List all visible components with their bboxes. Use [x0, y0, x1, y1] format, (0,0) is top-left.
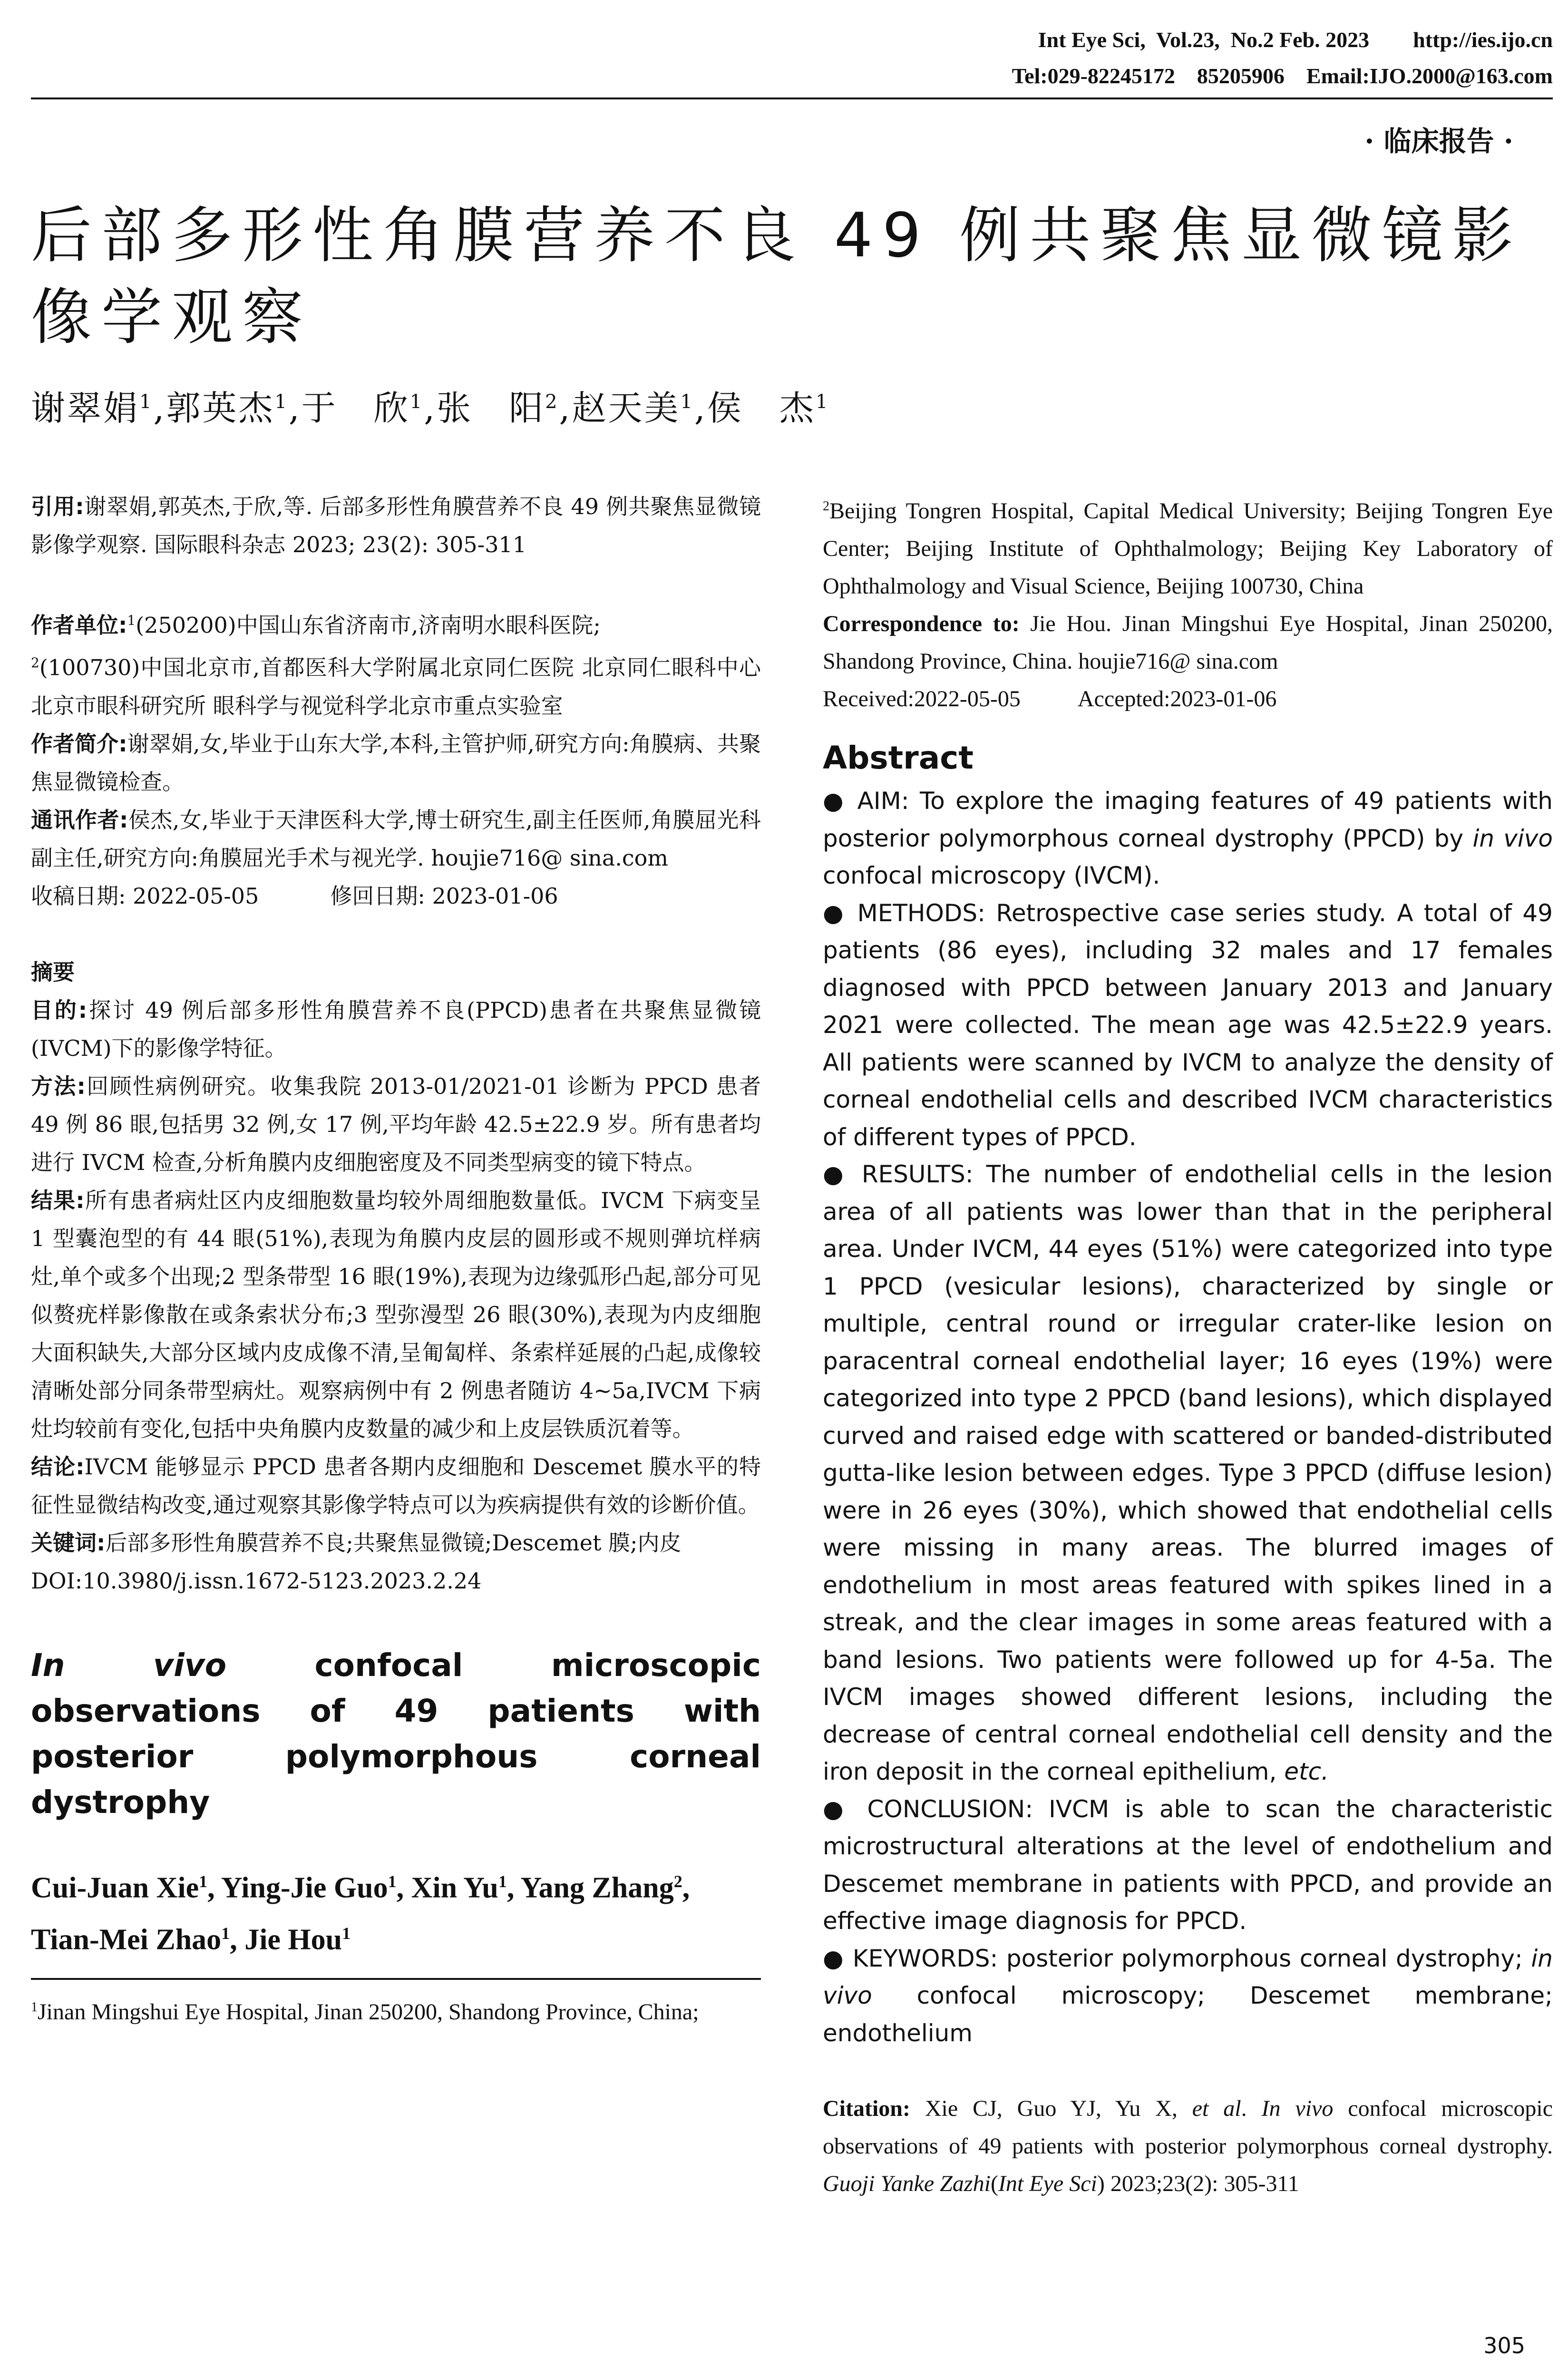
journal-issue: Int Eye Sci, Vol.23, No.2 Feb. 2023	[1038, 28, 1370, 52]
title-en	[31, 1643, 761, 1825]
left-column	[31, 487, 761, 2031]
aim-italic: in vivo	[1472, 824, 1553, 852]
affiliations-zh-label: 作者单位:	[31, 612, 127, 638]
author-aff-sup: 1	[221, 1924, 230, 1943]
results-en-italic: etc.	[1284, 1758, 1329, 1785]
author-aff-sup: 1	[342, 1924, 351, 1943]
citation-en-invivo: In vivo	[1261, 2096, 1334, 2121]
affiliation-2-en	[823, 487, 1553, 605]
author-aff-sup: 1	[680, 391, 694, 413]
dates-en	[823, 680, 1553, 718]
authors-zh: 谢翠娟$^1$,郭英杰$^1$,于 欣$^1$,张 阳$^2$,赵天美$^1$,侯 杰$^1$	[31, 388, 830, 428]
author-zh: 张 阳	[437, 388, 545, 428]
author-aff-sup: 1	[815, 391, 830, 413]
footnote-rule	[31, 1978, 761, 1980]
abstract-en-conclusion	[823, 1791, 1553, 1940]
aim-text: To explore the imaging features of 49 patients with posterior polymorphous corneal dystrophy (PPCD) by	[823, 787, 1553, 852]
keywords-en-text: posterior polymorphous corneal dystrophy;	[998, 1944, 1531, 1972]
journal-website: http://ies.ijo.cn	[1413, 28, 1553, 52]
corr-zh-label: 通讯作者:	[31, 807, 128, 833]
citation-en-part: .	[1241, 2096, 1262, 2121]
journal-tel: Tel:029-82245172 85205906	[1012, 64, 1285, 88]
correspondence-text: Jie Hou. Jinan Mingshui Eye Hospital, Jinan 250200, Shandong Province, China. houjie716@ sina.com	[823, 611, 1553, 674]
results-en-label: ● RESULTS:	[823, 1160, 974, 1188]
citation-en-part: confocal microscopic observations of 49 patients with posterior polymorphous corneal dystrophy.	[823, 2096, 1553, 2159]
author-aff-sup: 1	[409, 391, 424, 413]
author-en: Tian-Mei Zhao	[31, 1923, 222, 1956]
corr-zh	[31, 801, 761, 877]
received-date-en: Received:2022-05-05	[823, 686, 1021, 711]
title-en-rest: confocal microscopic observations of 49 patients with posterior polymorphous corneal dystrophy	[31, 1646, 761, 1821]
title-en-italic: In vivo	[31, 1646, 227, 1684]
abstract-en-keywords	[823, 1940, 1553, 2052]
title-zh: 后部多形性角膜营养不良 49 例共聚焦显微镜影像学观察	[31, 200, 1523, 353]
author-aff-sup: 1	[388, 1871, 397, 1891]
keywords-label: 关键词:	[31, 1529, 106, 1556]
aff-sup: 2	[823, 499, 829, 514]
citation-en-journal: Guoji Yanke Zazhi	[823, 2171, 991, 2196]
keywords-en-text-end: confocal microscopy; Descemet membrane; endothelium	[823, 1982, 1553, 2047]
abstract-zh-conclusion	[31, 1448, 761, 1524]
bio-zh-label: 作者简介:	[31, 731, 127, 757]
author-zh: 谢翠娟	[31, 388, 140, 428]
abstract-en	[823, 737, 1553, 2052]
author-en: Jie Hou	[244, 1923, 342, 1956]
abstract-zh-objective	[31, 991, 761, 1067]
author-aff-sup: 1	[199, 1871, 208, 1891]
citation-en-part: ) 2023;23(2): 305-311	[1097, 2171, 1299, 2196]
bio-zh	[31, 725, 761, 801]
conclusion-en-text: IVCM is able to scan the characteristic microstructural alterations at the level of endothelium and Descemet membrane in patients with PPCD, and provide an effective image diagnosis for PPCD.	[823, 1795, 1553, 1935]
results-en-text: The number of endothelial cells in the lesion area of all patients was lower than that in the peripheral area. Under IVCM, 44 eyes (51%) were categorized into type 1 PPCD (vesicular lesions), characterized by single or multiple, central round or irregular crater-like lesion on paracentral corneal endothelial layer; 16 eyes (19%) were categorized into type 2 PPCD (band lesions), which displayed curved and raised edge with scattered or banded-distributed gutta-like lesion between edges. Type 3 PPCD (diffuse lesion) were in 26 eyes (30%), which showed that endothelial cells were missing in many areas. The blurred images of endothelium in most areas featured with spikes lined in a streak, and the clear images in some areas featured with a band lesions. Two patients were followed up for 4-5a. The IVCM images showed different lesions, including the decrease of central corneal endothelial cell density and the iron deposit in the corneal epithelium,	[823, 1160, 1553, 1785]
revised-date-zh: 修回日期: 2023-01-06	[330, 883, 558, 909]
conclusion-text: IVCM 能够显示 PPCD 患者各期内皮细胞和 Descemet 膜水平的特征性显微结构改变,通过观察其影像学特点可以为疾病提供有效的诊断价值。	[31, 1453, 761, 1518]
abstract-en-heading: Abstract	[823, 740, 974, 776]
results-text: 所有患者病灶区内皮细胞数量均较外周细胞数量低。IVCM 下病变呈 1 型囊泡型的有 44 眼(51%),表现为角膜内皮层的圆形或不规则弹坑样病灶,单个或多个出现;2 型条带型 16 眼(19%),表现为边缘弧形凸起,部分可见似赘疣样影像散在或条索状分布;3 型弥漫型 26 眼(30%),表现为内皮细胞大面积缺失,大部分区域内皮成像不清,呈匍匐样、条索样延展的凸起,成像较清晰处部分同条带型病灶。观察病例中有 2 例患者随访 4~5a,IVCM 下病灶均较前有变化,包括中央角膜内皮数量的减少和上皮层铁质沉着等。	[31, 1187, 761, 1442]
abstract-en-methods	[823, 895, 1553, 1156]
aff-sup: 1	[31, 1999, 38, 2015]
authors-en: Cui-Juan Xie$^1$, Ying-Jie Guo$^1$, Xin Yu$^1$, Yang Zhang$^2$, Tian-Mei Zhao$^1$, Jie Hou$^1$	[31, 1871, 690, 1956]
header-row-1	[1038, 27, 1553, 52]
citation-en-part: (	[990, 2171, 998, 2196]
abstract-zh-heading: 摘要	[31, 959, 75, 985]
keywords-en-italic: in vivo	[823, 1944, 1553, 2009]
author-zh: 郭英杰	[166, 388, 275, 428]
keywords-text: 后部多形性角膜营养不良;共聚焦显微镜;Descemet 膜;内皮	[105, 1529, 682, 1556]
corr-zh-text: 侯杰,女,毕业于天津医科大学,博士研究生,副主任医师,角膜屈光科副主任,研究方向:角膜屈光手术与视光学. houjie716@ sina.com	[31, 807, 761, 871]
received-date-zh: 收稿日期: 2022-05-05	[31, 883, 259, 909]
aff-sup: 2	[31, 655, 39, 671]
author-aff-sup: 1	[498, 1871, 507, 1891]
citation-en-etal: et al	[1192, 2096, 1241, 2121]
accepted-date-en: Accepted:2023-01-06	[1077, 686, 1277, 711]
bio-zh-text: 谢翠娟,女,毕业于山东大学,本科,主管护师,研究方向:角膜病、共聚焦显微镜检查。	[31, 731, 761, 795]
affiliation-2-zh: (100730)中国北京市,首都医科大学附属北京同仁医院 北京同仁眼科中心 北京市眼科研究所 眼科学与视觉科学北京市重点实验室	[31, 654, 761, 719]
methods-en-label: ● METHODS:	[823, 899, 985, 927]
author-en: Cui-Juan Xie	[31, 1871, 199, 1904]
citation-zh-text: 谢翠娟,郭英杰,于欣,等. 后部多形性角膜营养不良 49 例共聚焦显微镜影像学观察. 国际眼科杂志 2023; 23(2): 305-311	[31, 494, 761, 557]
page-number: 305	[1483, 2333, 1525, 2358]
citation-en-journal-abbr: Int Eye Sci	[998, 2171, 1097, 2196]
aim-label: ● AIM:	[823, 787, 909, 815]
methods-label: 方法:	[31, 1073, 86, 1099]
author-en: Xin Yu	[411, 1871, 498, 1904]
aff-sup: 1	[127, 613, 136, 628]
author-zh: 侯 杰	[707, 388, 816, 428]
citation-en-part: Xie CJ, Guo YJ, Yu X,	[910, 2096, 1192, 2121]
aim-text-end: confocal microscopy (IVCM).	[823, 862, 1160, 889]
abstract-en-results	[823, 1156, 1553, 1791]
citation-en-label: Citation:	[823, 2096, 910, 2121]
right-column	[823, 487, 1553, 2202]
correspondence-label: Correspondence to:	[823, 611, 1020, 636]
abstract-en-aim	[823, 782, 1553, 895]
affiliations-zh	[31, 602, 761, 725]
citation-zh	[31, 487, 761, 564]
affiliation-1-zh: (250200)中国山东省济南市,济南明水眼科医院;	[136, 612, 601, 638]
abstract-zh-results	[31, 1181, 761, 1448]
abstract-zh-keywords	[31, 1524, 761, 1562]
doi: DOI:10.3980/j.issn.1672-5123.2023.2.24	[31, 1568, 482, 1594]
affiliation-1-en	[31, 1988, 761, 2031]
author-aff-sup: 1	[139, 391, 154, 413]
abstract-zh-methods	[31, 1067, 761, 1181]
conclusion-label: 结论:	[31, 1453, 85, 1480]
author-en: Ying-Jie Guo	[221, 1871, 388, 1904]
objective-text: 探讨 49 例后部多形性角膜营养不良(PPCD)患者在共聚焦显微镜(IVCM)下的影像学特征。	[31, 997, 761, 1061]
journal-header	[31, 21, 1553, 99]
header-row-2	[1012, 63, 1553, 88]
conclusion-en-label: ● CONCLUSION:	[823, 1795, 1033, 1823]
section-label: · 临床报告 ·	[1364, 125, 1513, 157]
affiliation-2-en-text: Beijing Tongren Hospital, Capital Medical University; Beijing Tongren Eye Center; Beijing Institute of Ophthalmology; Beijing Key Laboratory of Ophthalmology and Visual Science, Beijing 100730, China	[823, 498, 1553, 599]
affiliation-1-en-text: Jinan Mingshui Eye Hospital, Jinan 250200, Shandong Province, China;	[38, 1999, 699, 2025]
objective-label: 目的:	[31, 997, 88, 1023]
author-aff-sup: 2	[673, 1871, 682, 1891]
keywords-en-label: ● KEYWORDS:	[823, 1944, 998, 1972]
journal-email: Email:IJO.2000@163.com	[1306, 64, 1553, 88]
author-zh: 于 欣	[301, 388, 410, 428]
methods-text: 回顾性病例研究。收集我院 2013-01/2021-01 诊断为 PPCD 患者 49 例 86 眼,包括男 32 例,女 17 例,平均年龄 42.5±22.9 岁。所有患者均进行 IVCM 检查,分析角膜内皮细胞密度及不同类型病变的镜下特点。	[31, 1073, 761, 1175]
citation-en	[823, 2090, 1553, 2202]
correspondence-en	[823, 605, 1553, 680]
author-aff-sup: 1	[274, 391, 289, 413]
author-en: Yang Zhang	[520, 1871, 674, 1904]
methods-en-text: Retrospective case series study. A total of 49 patients (86 eyes), including 32 males and 17 females diagnosed with PPCD between January 2013 and January 2021 were collected. The mean age was 42.5±22.9 years. All patients were scanned by IVCM to analyze the density of corneal endothelial cells and described IVCM characteristics of different types of PPCD.	[823, 899, 1553, 1151]
author-aff-sup: 2	[545, 391, 559, 413]
author-zh: 赵天美	[572, 388, 681, 428]
results-label: 结果:	[31, 1187, 85, 1213]
citation-zh-label: 引用:	[31, 494, 84, 519]
dates-zh	[31, 877, 761, 915]
